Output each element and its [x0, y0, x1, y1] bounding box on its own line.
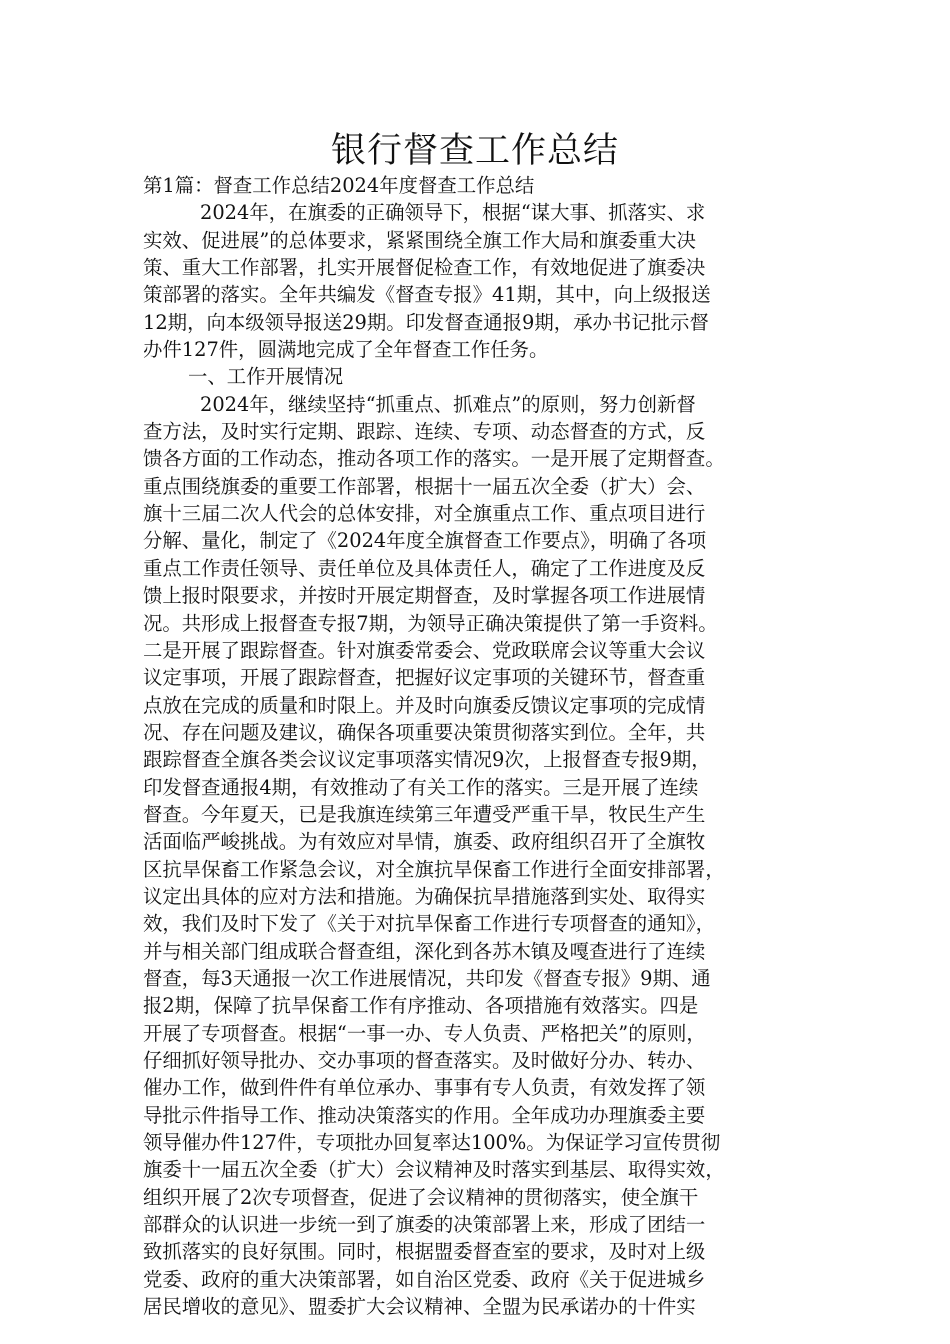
- body-line: 导批示件指导工作、推动决策落实的作用。全年成功办理旗委主要: [143, 1103, 706, 1127]
- body-line: 效，我们及时下发了《关于对抗旱保畜工作进行专项督查的通知》，: [143, 912, 716, 936]
- body-line: 旗十三届二次人代会的总体安排，对全旗重点工作、重点项目进行: [143, 502, 706, 526]
- body-line: 办件127件，圆满地完成了全年督查工作任务。: [143, 338, 549, 362]
- body-line: 2024年，在旗委的正确领导下，根据“谋大事、抓落实、求: [200, 201, 706, 225]
- body-line: 馈各方面的工作动态，推动各项工作的落实。一是开展了定期督查。: [143, 447, 725, 471]
- section-heading: 第1篇：督查工作总结2024年度督查工作总结: [143, 174, 535, 197]
- body-line: 区抗旱保畜工作紧急会议，对全旗抗旱保畜工作进行全面安排部署，: [143, 857, 725, 881]
- body-line: 况。共形成上报督查专报7期，为领导正确决策提供了第一手资料。: [143, 611, 718, 635]
- body-line: 报2期，保障了抗旱保畜工作有序推动、各项措施有效落实。四是: [143, 994, 699, 1018]
- body-line: 议定出具体的应对方法和措施。为确保抗旱措施落到实处、取得实: [143, 884, 706, 908]
- subsection-heading: 一、工作开展情况: [188, 365, 344, 389]
- body-line: 督查。今年夏天，已是我旗连续第三年遭受严重干旱，牧民生产生: [143, 802, 706, 826]
- body-line: 议定事项，开展了跟踪督查，把握好议定事项的关键环节，督查重: [143, 666, 706, 690]
- document-body: [0, 172, 950, 1320]
- body-line: 12期，向本级领导报送29期。印发督查通报9期，承办书记批示督: [143, 310, 709, 334]
- body-line: 策部署的落实。全年共编发《督查专报》41期，其中，向上级报送: [143, 283, 711, 307]
- body-line: 旗委十一届五次全委（扩大）会议精神及时落实到基层、取得实效，: [143, 1158, 725, 1182]
- body-line: 党委、政府的重大决策部署，如自治区党委、政府《关于促进城乡: [143, 1267, 706, 1291]
- body-line: 组织开展了2次专项督查，促进了会议精神的贯彻落实，使全旗干: [143, 1185, 699, 1209]
- body-line: 重点工作责任领导、责任单位及具体责任人，确定了工作进度及反: [143, 556, 706, 580]
- body-line: 活面临严峻挑战。为有效应对旱情，旗委、政府组织召开了全旗牧: [143, 830, 706, 854]
- body-line: 策、重大工作部署，扎实开展督促检查工作，有效地促进了旗委决: [143, 256, 706, 280]
- document-title: 银行督查工作总结: [330, 131, 619, 171]
- body-line: 领导催办件127件，专项批办回复率达100%。为保证学习宣传贯彻: [143, 1131, 721, 1155]
- body-line: 部群众的认识进一步统一到了旗委的决策部署上来，形成了团结一: [143, 1213, 706, 1237]
- body-line: 跟踪督查全旗各类会议议定事项落实情况9次，上报督查专报9期，: [143, 748, 711, 772]
- body-line: 催办工作，做到件件有单位承办、事事有专人负责，有效发挥了领: [143, 1076, 706, 1100]
- body-line: 馈上报时限要求，并按时开展定期督查，及时掌握各项工作进展情: [143, 584, 706, 608]
- body-line: 分解、量化，制定了《2024年度全旗督查工作要点》，明确了各项: [143, 529, 707, 553]
- body-line: 查方法，及时实行定期、跟踪、连续、专项、动态督查的方式，反: [143, 420, 706, 444]
- body-line: 实效、促进展”的总体要求，紧紧围绕全旗工作大局和旗委重大决: [143, 228, 696, 252]
- body-line: 二是开展了跟踪督查。针对旗委常委会、党政联席会议等重大会议: [143, 638, 706, 662]
- body-line: 督查，每3天通报一次工作进展情况，共印发《督查专报》9期、通: [143, 966, 711, 990]
- body-line: 况、存在问题及建议，确保各项重要决策贯彻落实到位。全年，共: [143, 720, 706, 744]
- body-line: 致抓落实的良好氛围。同时，根据盟委督查室的要求，及时对上级: [143, 1240, 706, 1264]
- body-line: 2024年，继续坚持“抓重点、抓难点”的原则，努力创新督: [200, 392, 696, 416]
- body-line: 仔细抓好领导批办、交办事项的督查落实。及时做好分办、转办、: [143, 1049, 706, 1072]
- body-line: 重点围绕旗委的重要工作部署，根据十一届五次全委（扩大）会、: [143, 474, 706, 498]
- body-line: 居民增收的意见》、盟委扩大会议精神、全盟为民承诺办的十件实: [143, 1295, 696, 1319]
- body-line: 印发督查通报4期，有效推动了有关工作的落实。三是开展了连续: [143, 775, 699, 799]
- body-line: 点放在完成的质量和时限上。并及时向旗委反馈议定事项的完成情: [143, 693, 706, 717]
- body-line: 开展了专项督查。根据“一事一办、专人负责、严格把关”的原则，: [143, 1021, 706, 1045]
- body-line: 并与相关部门组成联合督查组，深化到各苏木镇及嘎查进行了连续: [143, 939, 706, 963]
